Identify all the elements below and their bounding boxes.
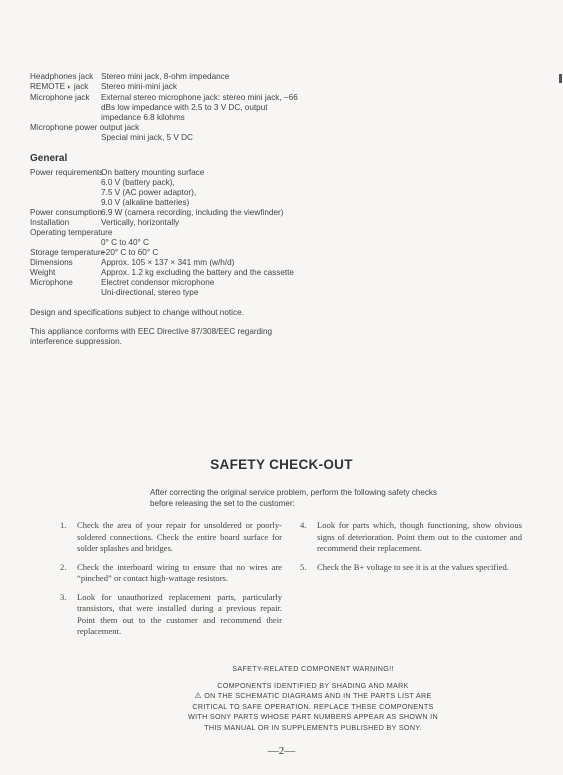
safety-list-right xyxy=(300,520,522,580)
remote-label-pre: REMOTE xyxy=(30,82,66,91)
spec-row-weight xyxy=(30,268,300,278)
list-item-number: 3. xyxy=(60,591,67,602)
list-item-text: Check the B+ voltage to see it is at the values specified. xyxy=(317,561,509,572)
list-item xyxy=(300,520,522,555)
eec-directive-note: This appliance conforms with EEC Directive 87/308/EEC regarding interference suppression. xyxy=(30,327,273,346)
spec-value: 0° C to 40° C xyxy=(101,238,149,247)
spec-row-dimensions xyxy=(30,258,300,268)
list-item xyxy=(60,592,282,638)
spec-row-power-consumption xyxy=(30,208,300,218)
list-item-text: Check the area of your repair for unsoldered or poorly-soldered connections. Check the entire board surface for solder splashes and bridges. xyxy=(77,520,282,553)
safety-checkout-title: SAFETY CHECK-OUT xyxy=(210,457,353,472)
list-item-text: Look for unauthorized replacement parts, particularly transistors, that were installed during a previous repair. Point them out to the customer and recommend their replacement. xyxy=(77,591,282,636)
spec-label xyxy=(30,82,101,93)
spec-row-installation xyxy=(30,218,300,228)
spec-value xyxy=(101,168,300,208)
spec-value: Vertically, horizontally xyxy=(101,218,180,227)
spec-row-power-requirements xyxy=(30,168,300,208)
list-item-number: 4. xyxy=(300,520,307,530)
safety-component-warning xyxy=(186,664,440,733)
spec-value-line: 7.5 V (AC power adaptor), xyxy=(101,188,197,197)
spec-value-line: On battery mounting surface xyxy=(101,168,205,177)
remote-label-post: jack xyxy=(73,82,89,91)
spec-value xyxy=(101,278,300,298)
list-item-number: 2. xyxy=(60,561,67,572)
spec-value: Stereo mini jack, 8-ohm impedance xyxy=(101,72,230,81)
safety-list-left xyxy=(60,520,282,645)
list-item xyxy=(60,520,282,555)
spec-value: Approx. 105 × 137 × 341 mm (w/h/d) xyxy=(101,258,235,267)
spec-value: Approx. 1.2 kg excluding the battery and the cassette xyxy=(101,268,294,277)
spec-value-line: 6.0 V (battery pack), xyxy=(101,178,175,187)
warning-line-2: ON THE SCHEMATIC DIAGRAMS AND IN THE PARTS LIST ARE CRITICAL TO SAFE OPERATION. REPLACE THESE COMPONENTS WITH SONY PARTS WHOSE PART NUMBERS APPEAR AS SHOWN IN THIS MANUAL OR IN SUPPLEMENTS PUBLISHED BY SONY. xyxy=(188,691,438,732)
spec-label: Microphone xyxy=(30,278,73,287)
spec-value-line: 9.0 V (alkaline batteries) xyxy=(101,198,190,207)
warning-line-1: COMPONENTS IDENTIFIED BY SHADING AND MARK xyxy=(217,680,409,690)
remote-symbol-icon: ◐ xyxy=(67,84,72,91)
section-heading-general: General xyxy=(30,153,68,164)
warning-triangle-icon: ⚠ xyxy=(194,691,202,700)
spec-label: Storage temperature xyxy=(30,248,106,257)
specifications-block xyxy=(30,72,300,347)
list-item-number: 1. xyxy=(60,520,67,530)
spec-row-headphones xyxy=(30,72,300,82)
spec-label: Headphones jack xyxy=(30,72,94,81)
spec-label: Microphone jack xyxy=(30,93,90,102)
page-number: —2— xyxy=(267,745,296,757)
spec-label: Operating temperature xyxy=(30,228,113,237)
spec-row-remote xyxy=(30,82,300,93)
list-item-text: Look for parts which, though functioning, show obvious signs of deterioration. Point them out to the customer and recommend their replacement. xyxy=(317,520,522,553)
spec-value: Stereo mini-mini jack xyxy=(101,82,177,91)
page-edge-mark xyxy=(559,74,562,83)
warning-title: SAFETY-RELATED COMPONENT WARNING!! xyxy=(232,664,394,673)
spec-label: Microphone power output jack xyxy=(30,123,140,132)
spec-value: Special mini jack, 5 V DC xyxy=(101,133,193,142)
spec-label: Power requirements xyxy=(30,168,104,177)
spec-label: Power consumption xyxy=(30,208,102,217)
warning-body xyxy=(186,681,440,734)
list-item xyxy=(60,562,282,585)
spec-value-line: Uni-directional, stereo type xyxy=(101,288,199,297)
spec-label: Weight xyxy=(30,268,56,277)
spec-label: Dimensions xyxy=(30,258,73,267)
list-item-text: Check the interboard wiring to ensure that no wires are “pinched” or contact high-wattage resistors. xyxy=(77,561,282,583)
spec-value: −20° C to 60° C xyxy=(101,248,159,257)
spec-label: Installation xyxy=(30,218,70,227)
spec-row-microphone xyxy=(30,278,300,298)
spec-value: 6.9 W (camera recording, including the viewfinder) xyxy=(101,208,284,217)
spec-row-storage-temperature xyxy=(30,248,300,258)
spec-change-note: Design and specifications subject to change without notice. xyxy=(30,308,244,317)
list-item xyxy=(300,562,522,574)
spec-value-line: Electret condensor microphone xyxy=(101,278,215,287)
safety-intro: After correcting the original service problem, perform the following safety checks before releasing the set to the customer: xyxy=(150,488,438,508)
spec-row-microphone-jack xyxy=(30,93,300,123)
list-item-number: 5. xyxy=(300,561,307,572)
spec-value: External stereo microphone jack: stereo mini jack, −66 dBs low impedance with 2.5 to 3 V DC, output impedance 6.8 kilohms xyxy=(101,93,298,122)
